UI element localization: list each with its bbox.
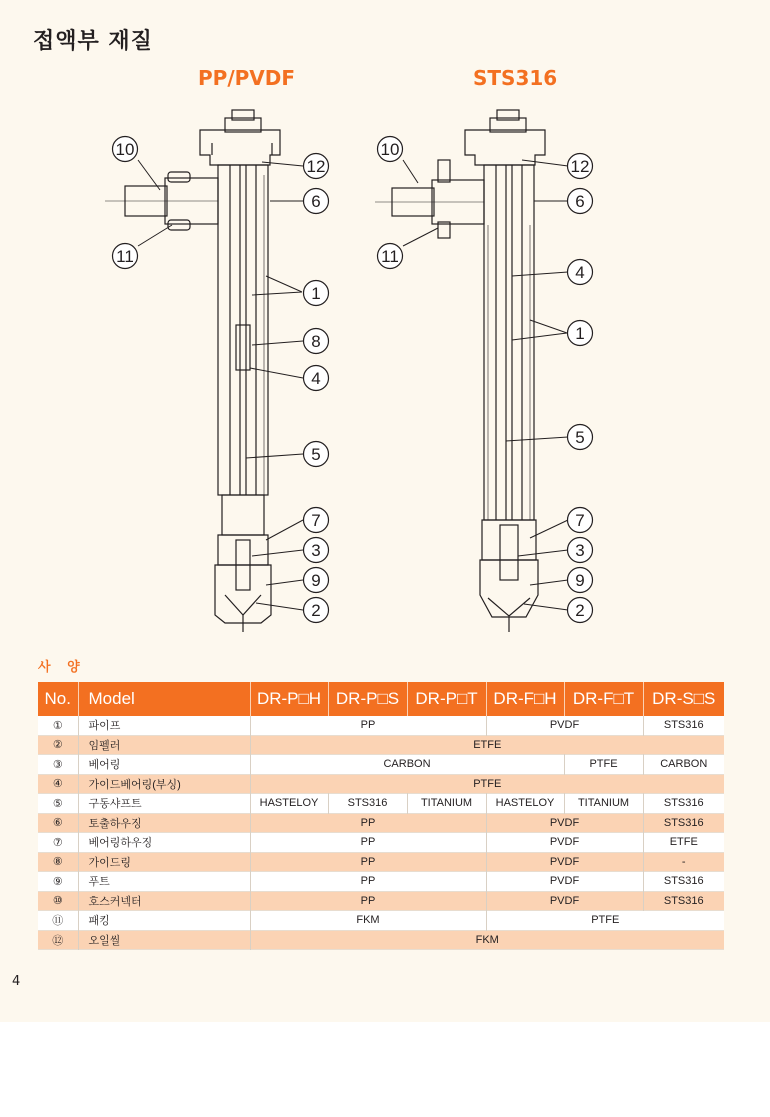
spec-row — [38, 833, 724, 853]
pp-pvdf-callout-number: 1 — [311, 284, 321, 303]
spec-material-cell: PVDF — [486, 852, 643, 872]
spec-row — [38, 852, 724, 872]
pp-pvdf-callout-number: 4 — [311, 369, 321, 388]
spec-row-part-name: 베어링 — [78, 755, 250, 775]
spec-material-cell: PP — [250, 852, 486, 872]
pp-pvdf-callout-number: 3 — [311, 541, 321, 560]
pp-pvdf-callout-number: 10 — [115, 140, 135, 159]
sts316-callout-number: 1 — [575, 324, 585, 343]
spec-row — [38, 872, 724, 892]
sts316-pump-drawing — [375, 110, 545, 632]
spec-row-part-name: 오일씰 — [78, 930, 250, 950]
spec-row — [38, 813, 724, 833]
spec-row-part-name: 가이드링 — [78, 852, 250, 872]
spec-row — [38, 735, 724, 755]
header-model: Model — [78, 682, 250, 716]
spec-header-row — [38, 682, 724, 716]
spec-material-cell: PVDF — [486, 833, 643, 853]
spec-material-cell: FKM — [250, 911, 486, 931]
spec-material-cell: TITANIUM — [564, 794, 643, 814]
page-number: 4 — [12, 974, 21, 989]
sts316-callout-number: 6 — [575, 192, 585, 211]
spec-row — [38, 774, 724, 794]
pp-pvdf-callout-number: 9 — [311, 571, 321, 590]
spec-material-cell: HASTELOY — [250, 794, 328, 814]
spec-table — [38, 682, 724, 950]
spec-row — [38, 930, 724, 950]
pp-pvdf-callout-number: 12 — [306, 157, 326, 176]
sts316-callout-number: 7 — [575, 511, 585, 530]
pump-cross-section-diagram — [100, 100, 620, 640]
sts316-callout-number: 9 — [575, 571, 585, 590]
spec-material-cell: PP — [250, 813, 486, 833]
spec-material-cell: FKM — [250, 930, 724, 950]
sts316-callout-number: 11 — [381, 247, 399, 266]
spec-section-title: 사 양 — [38, 660, 86, 675]
spec-material-cell: CARBON — [250, 755, 564, 775]
spec-material-cell: PP — [250, 872, 486, 892]
spec-row-part-name: 가이드베어링(부싱) — [78, 774, 250, 794]
spec-row-part-name: 푸트 — [78, 872, 250, 892]
spec-row-part-name: 임펠러 — [78, 735, 250, 755]
spec-material-cell: PTFE — [486, 911, 724, 931]
spec-row-part-name: 파이프 — [78, 716, 250, 735]
spec-material-cell: - — [643, 852, 724, 872]
spec-row-no: ⑥ — [38, 813, 78, 833]
spec-material-cell: PP — [250, 891, 486, 911]
spec-row-part-name: 구동샤프트 — [78, 794, 250, 814]
spec-material-cell: PTFE — [250, 774, 724, 794]
spec-row-part-name: 토출하우징 — [78, 813, 250, 833]
spec-row-part-name: 패킹 — [78, 911, 250, 931]
spec-material-cell: STS316 — [643, 794, 724, 814]
spec-row-no: ② — [38, 735, 78, 755]
sts316-callout-number: 10 — [380, 140, 400, 159]
spec-row-no: ⑩ — [38, 891, 78, 911]
spec-row-no: ⑧ — [38, 852, 78, 872]
header-dr-f-t: DR-F□T — [564, 682, 643, 716]
diagram-label-sts316: STS316 — [473, 66, 558, 90]
spec-row-no: ③ — [38, 755, 78, 775]
pp-pvdf-callout-number: 5 — [311, 445, 321, 464]
spec-material-cell: PVDF — [486, 716, 643, 735]
sts316-callout-number: 4 — [575, 263, 585, 282]
spec-material-cell: PVDF — [486, 813, 643, 833]
header-dr-p-s: DR-P□S — [328, 682, 407, 716]
spec-material-cell: STS316 — [643, 891, 724, 911]
spec-material-cell: STS316 — [643, 872, 724, 892]
spec-material-cell: PP — [250, 833, 486, 853]
spec-material-cell: ETFE — [643, 833, 724, 853]
spec-material-cell: STS316 — [643, 813, 724, 833]
spec-material-cell: PVDF — [486, 872, 643, 892]
spec-material-cell: PTFE — [564, 755, 643, 775]
spec-row-no: ⑫ — [38, 930, 78, 950]
pp-pvdf-callout-number: 6 — [311, 192, 321, 211]
spec-material-cell: PVDF — [486, 891, 643, 911]
pp-pvdf-callout-number: 11 — [116, 247, 134, 266]
spec-material-cell: ETFE — [250, 735, 724, 755]
spec-row-no: ④ — [38, 774, 78, 794]
pp-pvdf-pump-drawing — [105, 110, 280, 632]
spec-material-cell: PP — [250, 716, 486, 735]
diagram-label-pp-pvdf: PP/PVDF — [198, 66, 296, 90]
pp-pvdf-callout-number: 2 — [311, 601, 321, 620]
spec-row-no: ⑤ — [38, 794, 78, 814]
spec-row-part-name: 호스커넥터 — [78, 891, 250, 911]
header-dr-p-t: DR-P□T — [407, 682, 486, 716]
pp-pvdf-callout-number: 7 — [311, 511, 321, 530]
spec-row — [38, 716, 724, 735]
pp-pvdf-callout-number: 8 — [311, 332, 321, 351]
spec-row — [38, 755, 724, 775]
spec-row-part-name: 베어링하우징 — [78, 833, 250, 853]
spec-material-cell: TITANIUM — [407, 794, 486, 814]
header-dr-s-s: DR-S□S — [643, 682, 724, 716]
spec-material-cell: STS316 — [328, 794, 407, 814]
spec-row-no: ⑨ — [38, 872, 78, 892]
header-no: No. — [38, 682, 78, 716]
sts316-callout-number: 12 — [570, 157, 590, 176]
spec-row — [38, 911, 724, 931]
header-dr-p-h: DR-P□H — [250, 682, 328, 716]
sts316-callout-number: 5 — [575, 428, 585, 447]
spec-row-no: ① — [38, 716, 78, 735]
header-dr-f-h: DR-F□H — [486, 682, 564, 716]
spec-row-no: ⑦ — [38, 833, 78, 853]
sts316-callout-number: 3 — [575, 541, 585, 560]
spec-material-cell: HASTELOY — [486, 794, 564, 814]
spec-material-cell: STS316 — [643, 716, 724, 735]
spec-row — [38, 794, 724, 814]
spec-row — [38, 891, 724, 911]
spec-material-cell: CARBON — [643, 755, 724, 775]
page-title: 접액부 재질 — [33, 29, 153, 54]
spec-row-no: ⑪ — [38, 911, 78, 931]
sts316-callout-number: 2 — [575, 601, 585, 620]
